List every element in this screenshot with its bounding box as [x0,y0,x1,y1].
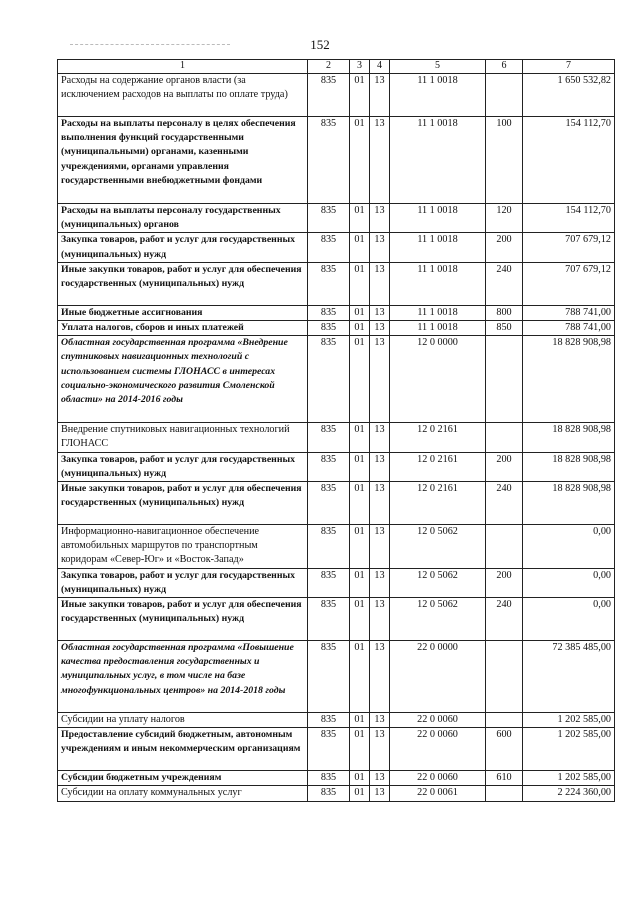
row-amount: 18 828 908,98 [523,336,615,423]
row-section-code: 01 [350,482,370,525]
table-row [58,452,615,481]
row-subsection-code: 13 [370,336,390,423]
row-target-article: 22 0 0060 [390,771,486,786]
row-ministry-code: 835 [308,305,350,320]
row-expense-type [486,525,523,569]
table-row [58,321,615,336]
row-target-article: 12 0 2161 [390,482,486,525]
row-subsection-code: 13 [370,423,390,452]
row-ministry-code: 835 [308,482,350,525]
row-expense-type: 200 [486,452,523,481]
row-target-article: 22 0 0061 [390,786,486,801]
table-row [58,423,615,452]
row-ministry-code: 835 [308,74,350,117]
row-description: Субсидии на оплату коммунальных услуг [58,786,308,801]
row-amount: 18 828 908,98 [523,482,615,525]
row-expense-type [486,74,523,117]
row-ministry-code: 835 [308,598,350,641]
row-amount: 0,00 [523,568,615,597]
row-section-code: 01 [350,641,370,713]
row-expense-type: 200 [486,233,523,262]
row-description: Внедрение спутниковых навигационных технологий ГЛОНАСС [58,423,308,452]
row-section-code: 01 [350,233,370,262]
table-header-row [58,60,615,74]
row-section-code: 01 [350,525,370,569]
row-ministry-code: 835 [308,525,350,569]
row-description: Областная государственная программа «Повышение качества предоставления государственных и муниципальных услуг, в том числе на базе многофункциональных центров» на 2014-2018 годы [58,641,308,713]
row-subsection-code: 13 [370,452,390,481]
table-row [58,598,615,641]
row-expense-type: 850 [486,321,523,336]
scan-artifact-line [70,44,230,45]
table-row [58,771,615,786]
table-row [58,74,615,117]
row-section-code: 01 [350,423,370,452]
row-ministry-code: 835 [308,728,350,771]
row-description: Закупка товаров, работ и услуг для государственных (муниципальных) нужд [58,452,308,481]
row-description: Иные бюджетные ассигнования [58,305,308,320]
header-col-7: 7 [523,60,615,74]
header-col-4: 4 [370,60,390,74]
row-subsection-code: 13 [370,771,390,786]
row-expense-type: 610 [486,771,523,786]
row-expense-type: 240 [486,598,523,641]
row-subsection-code: 13 [370,233,390,262]
row-expense-type: 600 [486,728,523,771]
row-description: Иные закупки товаров, работ и услуг для обеспечения государственных (муниципальных) нужд [58,262,308,305]
row-subsection-code: 13 [370,305,390,320]
table-row [58,204,615,233]
row-amount: 1 202 585,00 [523,728,615,771]
row-amount: 1 202 585,00 [523,771,615,786]
row-section-code: 01 [350,321,370,336]
page-number: 152 [310,37,330,52]
row-target-article: 11 1 0018 [390,204,486,233]
row-subsection-code: 13 [370,728,390,771]
row-expense-type: 100 [486,117,523,204]
row-section-code: 01 [350,786,370,801]
row-ministry-code: 835 [308,233,350,262]
budget-table [57,59,615,802]
header-col-2: 2 [308,60,350,74]
row-subsection-code: 13 [370,641,390,713]
row-amount: 2 224 360,00 [523,786,615,801]
row-expense-type [486,336,523,423]
row-ministry-code: 835 [308,423,350,452]
row-amount: 1 202 585,00 [523,713,615,728]
header-col-3: 3 [350,60,370,74]
table-row [58,641,615,713]
row-subsection-code: 13 [370,204,390,233]
row-target-article: 11 1 0018 [390,74,486,117]
table-row [58,262,615,305]
row-amount: 154 112,70 [523,117,615,204]
row-amount: 72 385 485,00 [523,641,615,713]
row-amount: 788 741,00 [523,321,615,336]
row-section-code: 01 [350,262,370,305]
row-ministry-code: 835 [308,321,350,336]
row-amount: 1 650 532,82 [523,74,615,117]
row-amount: 788 741,00 [523,305,615,320]
row-section-code: 01 [350,117,370,204]
table-row [58,786,615,801]
row-description: Уплата налогов, сборов и иных платежей [58,321,308,336]
table-row [58,233,615,262]
row-target-article: 12 0 0000 [390,336,486,423]
header-col-5: 5 [390,60,486,74]
row-description: Закупка товаров, работ и услуг для государственных (муниципальных) нужд [58,233,308,262]
row-target-article: 22 0 0060 [390,713,486,728]
row-description: Расходы на выплаты персоналу государственных (муниципальных) органов [58,204,308,233]
row-expense-type: 240 [486,482,523,525]
row-subsection-code: 13 [370,117,390,204]
row-subsection-code: 13 [370,74,390,117]
row-section-code: 01 [350,771,370,786]
row-ministry-code: 835 [308,117,350,204]
row-amount: 154 112,70 [523,204,615,233]
row-section-code: 01 [350,74,370,117]
row-target-article: 22 0 0000 [390,641,486,713]
table-row [58,728,615,771]
table-row [58,525,615,569]
row-subsection-code: 13 [370,525,390,569]
row-target-article: 12 0 5062 [390,568,486,597]
row-ministry-code: 835 [308,713,350,728]
row-amount: 18 828 908,98 [523,452,615,481]
table-row [58,482,615,525]
header-col-1: 1 [58,60,308,74]
row-subsection-code: 13 [370,786,390,801]
row-section-code: 01 [350,728,370,771]
row-section-code: 01 [350,713,370,728]
row-amount: 707 679,12 [523,233,615,262]
row-expense-type: 200 [486,568,523,597]
row-description: Информационно-навигационное обеспечение автомобильных маршрутов по транспортным коридорам «Север-Юг» и «Восток-Запад» [58,525,308,569]
row-ministry-code: 835 [308,336,350,423]
row-expense-type: 120 [486,204,523,233]
row-description: Предоставление субсидий бюджетным, автономным учреждениям и иным некоммерческим организациям [58,728,308,771]
row-ministry-code: 835 [308,452,350,481]
row-ministry-code: 835 [308,641,350,713]
row-target-article: 22 0 0060 [390,728,486,771]
row-description: Расходы на выплаты персоналу в целях обеспечения выполнения функций государственными (муниципальными) органами, казенными учреждениями, органами управления государственными внебюджетными фондами [58,117,308,204]
row-subsection-code: 13 [370,262,390,305]
row-description: Субсидии бюджетным учреждениям [58,771,308,786]
row-target-article: 11 1 0018 [390,117,486,204]
row-section-code: 01 [350,204,370,233]
table-row [58,336,615,423]
row-ministry-code: 835 [308,262,350,305]
table-row [58,713,615,728]
row-amount: 18 828 908,98 [523,423,615,452]
row-expense-type: 240 [486,262,523,305]
row-target-article: 12 0 5062 [390,525,486,569]
row-description: Расходы на содержание органов власти (за исключением расходов на выплаты по оплате труда) [58,74,308,117]
row-subsection-code: 13 [370,713,390,728]
row-target-article: 11 1 0018 [390,305,486,320]
row-section-code: 01 [350,598,370,641]
row-target-article: 11 1 0018 [390,321,486,336]
row-ministry-code: 835 [308,771,350,786]
row-description: Иные закупки товаров, работ и услуг для обеспечения государственных (муниципальных) нужд [58,598,308,641]
row-target-article: 11 1 0018 [390,233,486,262]
row-expense-type [486,713,523,728]
row-subsection-code: 13 [370,321,390,336]
table-row [58,305,615,320]
row-target-article: 11 1 0018 [390,262,486,305]
row-description: Закупка товаров, работ и услуг для государственных (муниципальных) нужд [58,568,308,597]
row-description: Иные закупки товаров, работ и услуг для обеспечения государственных (муниципальных) нужд [58,482,308,525]
row-target-article: 12 0 2161 [390,452,486,481]
row-ministry-code: 835 [308,204,350,233]
header-col-6: 6 [486,60,523,74]
row-description: Субсидии на уплату налогов [58,713,308,728]
row-section-code: 01 [350,452,370,481]
row-expense-type [486,423,523,452]
row-subsection-code: 13 [370,568,390,597]
row-amount: 707 679,12 [523,262,615,305]
row-amount: 0,00 [523,525,615,569]
row-target-article: 12 0 2161 [390,423,486,452]
row-expense-type: 800 [486,305,523,320]
row-expense-type [486,641,523,713]
row-section-code: 01 [350,568,370,597]
row-ministry-code: 835 [308,786,350,801]
row-amount: 0,00 [523,598,615,641]
table-body [58,74,615,802]
row-section-code: 01 [350,336,370,423]
row-expense-type [486,786,523,801]
row-subsection-code: 13 [370,598,390,641]
table-row [58,117,615,204]
row-description: Областная государственная программа «Внедрение спутниковых навигационных технологий с использованием системы ГЛОНАСС в интересах социально-экономического развития Смоленской области» на 2014-2016 годы [58,336,308,423]
row-section-code: 01 [350,305,370,320]
row-ministry-code: 835 [308,568,350,597]
table-row [58,568,615,597]
row-target-article: 12 0 5062 [390,598,486,641]
row-subsection-code: 13 [370,482,390,525]
